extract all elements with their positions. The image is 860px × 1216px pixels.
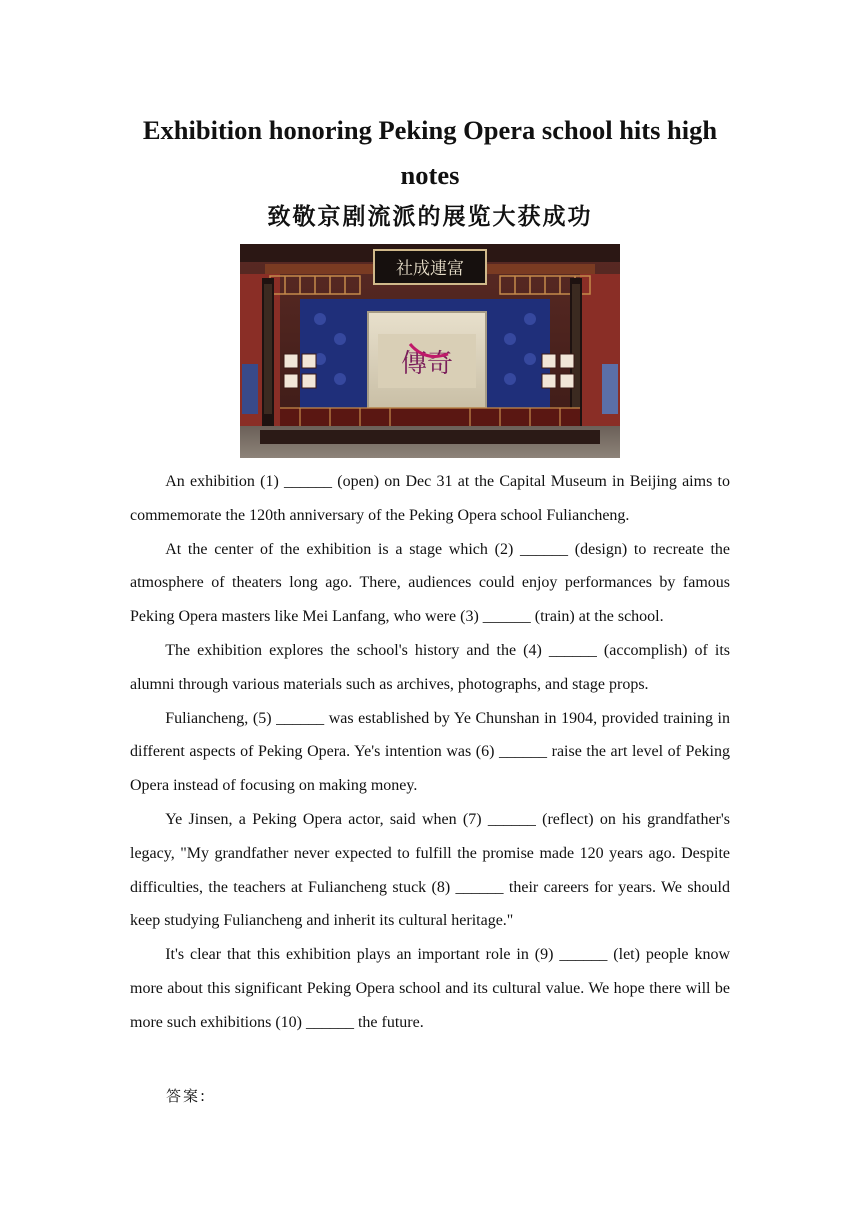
article-subtitle-chinese: 致敬京剧流派的展览大获成功 — [267, 203, 593, 230]
plaque-text: 社成連富 — [396, 259, 464, 279]
paragraph-3: The exhibition explores the school's history and the (4) ______ (accomplish) of its alumni through various materials such as archives, photographs, and stage props. — [130, 641, 730, 693]
paragraph-1: An exhibition (1) ______ (open) on Dec 31 at the Capital Museum in Beijing aims to commemorate the 120th anniversary of the Peking Opera school Fuliancheng. — [130, 473, 730, 524]
exhibition-photo — [240, 244, 620, 458]
screen-text: 傳奇 — [400, 349, 454, 379]
article-body — [130, 465, 730, 1040]
answer-label: 答案: — [166, 1087, 208, 1105]
paragraph-2: At the center of the exhibition is a stage which (2) ______ (design) to recreate the atmosphere of theaters long ago. There, audiences could enjoy performances by famous Peking Opera masters like Mei Lanfang, who were (3) ______ (train) at the school. — [130, 540, 730, 626]
paragraph-4: Fuliancheng, (5) ______ was established by Ye Chunshan in 1904, provided training in different aspects of Peking Opera. Ye's intention was (6) ______ raise the art level of Peking Opera instead of focusing on making money. — [130, 709, 730, 795]
paragraph-5: Ye Jinsen, a Peking Opera actor, said when (7) ______ (reflect) on his grandfather's legacy, "My grandfather never expected to fulfill the promise made 120 years ago. Despite difficulties, the teachers at Fuliancheng stuck (8) ______ their careers for years. We should keep studying Fuliancheng and inherit its cultural heritage." — [130, 810, 730, 930]
paragraph-6: It's clear that this exhibition plays an important role in (9) ______ (let) people know more about this significant Peking Opera school and its cultural value. We hope there will be more such exhibitions (10) ______ the future. — [130, 946, 730, 1031]
article-title: Exhibition honoring Peking Opera school hits high notes — [142, 115, 718, 190]
